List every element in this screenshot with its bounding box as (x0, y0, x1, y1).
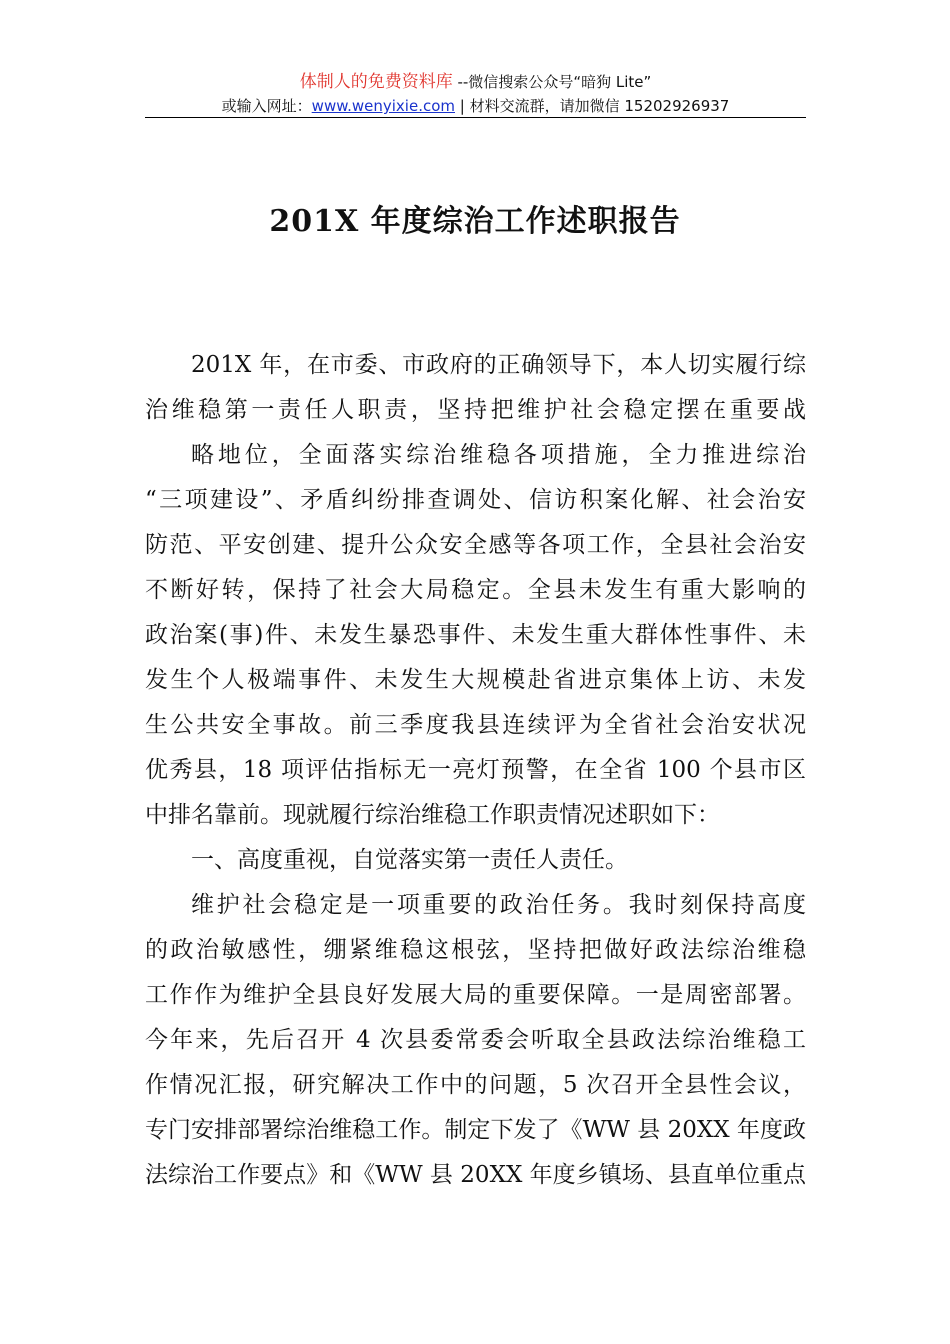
document-body (145, 343, 806, 1198)
body-line: 优秀县，18 项评估指标无一亮灯预警，在全省 100 个县市区 (145, 757, 806, 783)
header-url-link[interactable]: www.wenyixie.com (311, 97, 455, 115)
header-wechat-note: --微信搜索公众号“暗狗 Lite” (452, 73, 652, 91)
body-line: 治维稳第一责任人职责，坚持把维护社会稳定摆在重要战 (145, 397, 806, 423)
body-line: 的政治敏感性，绷紧维稳这根弦，坚持把做好政法综治维稳 (145, 937, 806, 963)
body-line: 政治案(事)件、未发生暴恐事件、未发生重大群体性事件、未 (145, 622, 806, 648)
header-brand: 体制人的免费资料库 (299, 72, 453, 92)
header-contact: | 材料交流群，请加微信 15202926937 (455, 97, 730, 115)
document-title: 201X 年度综治工作述职报告 (269, 204, 681, 239)
body-line: 生公共安全事故。前三季度我县连续评为全省社会治安状况 (145, 712, 806, 738)
body-line: 作情况汇报，研究解决工作中的问题，5 次召开全县性会议， (145, 1072, 806, 1098)
body-line: 中排名靠前。现就履行综治维稳工作职责情况述职如下： (145, 802, 720, 828)
header-line-1 (145, 70, 806, 94)
header-divider (145, 117, 806, 118)
body-line: 发生个人极端事件、未发生大规模赴省进京集体上访、未发 (145, 667, 806, 693)
header-line-2 (145, 94, 806, 118)
header-url-prefix: 或输入网址： (221, 97, 312, 115)
section-heading: 一、高度重视，自觉落实第一责任人责任。 (191, 847, 628, 873)
body-line: 工作作为维护全县良好发展大局的重要保障。一是周密部署。 (145, 982, 806, 1008)
body-line: “三项建设”、矛盾纠纷排查调处、信访积案化解、社会治安 (145, 487, 806, 513)
body-line: 法综治工作要点》和《WW 县 20XX 年度乡镇场、县直单位重点 (145, 1162, 806, 1188)
page-header (145, 70, 806, 118)
body-line: 不断好转，保持了社会大局稳定。全县未发生有重大影响的 (145, 577, 806, 603)
body-line: 今年来，先后召开 4 次县委常委会听取全县政法综治维稳工 (145, 1027, 806, 1053)
body-line: 防范、平安创建、提升公众安全感等各项工作，全县社会治安 (145, 532, 806, 558)
body-line: 维护社会稳定是一项重要的政治任务。我时刻保持高度 (191, 892, 806, 918)
body-line: 略地位，全面落实综治维稳各项措施，全力推进综治 (191, 442, 806, 468)
body-line: 专门安排部署综治维稳工作。制定下发了《WW 县 20XX 年度政 (145, 1117, 806, 1143)
body-line: 201X 年，在市委、市政府的正确领导下，本人切实履行综 (191, 352, 806, 378)
